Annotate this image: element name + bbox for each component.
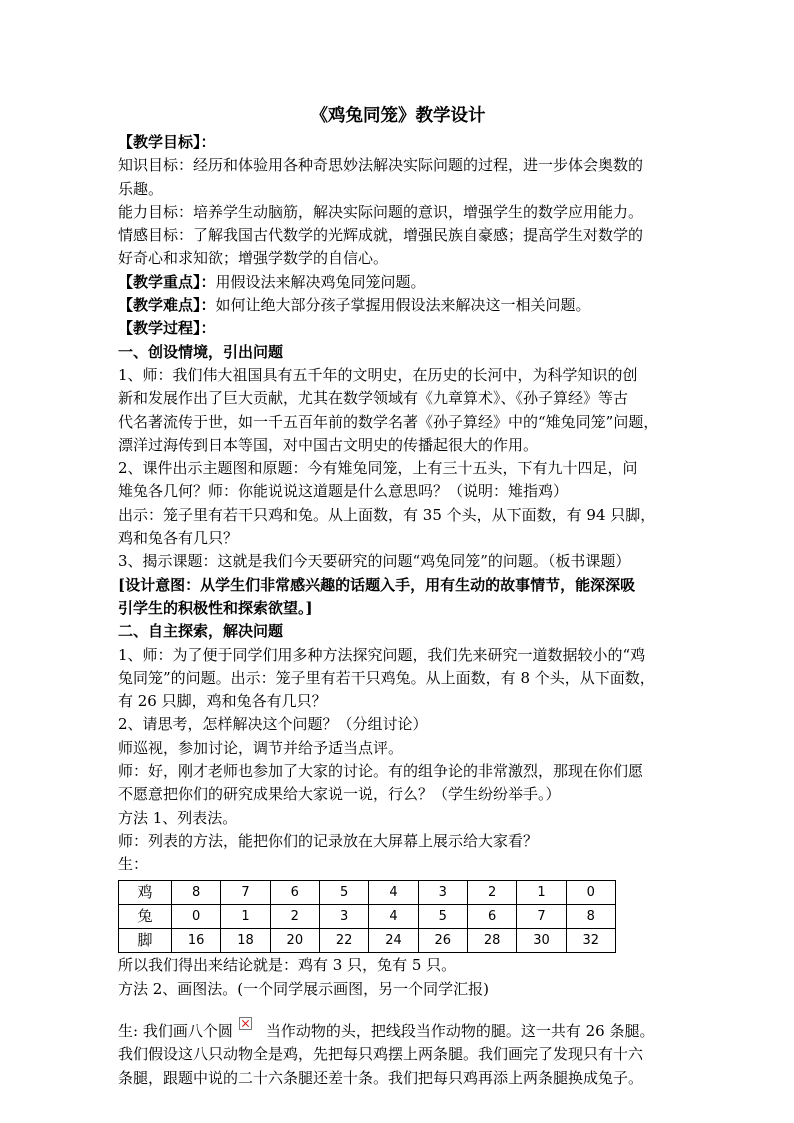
section1-line: 2、课件出示主题图和原题：今有雉兔同笼，上有三十五头，下有九十四足，问	[118, 459, 638, 478]
final-line: 我们假设这八只动物全是鸡，先把每只鸡摆上两条腿。我们画完了发现只有十六	[118, 1045, 644, 1064]
table-cell: 5	[418, 904, 467, 928]
design-intent-line: [设计意图：从学生们非常感兴趣的话题入手，用有生动的故事情节，能深深吸	[118, 575, 636, 594]
difficulty	[118, 294, 678, 317]
section1-line: 1、师：我们伟大祖国具有五千年的文明史，在历史的长河中，为科学知识的创	[118, 365, 638, 384]
emotion-goal-line: 好奇心和求知欲；增强学数学的自信心。	[118, 249, 389, 268]
conclusion-line: 所以我们得出来结论就是：鸡有 3 只，兔有 5 只。	[118, 956, 457, 975]
difficulty-text: 如何让绝大部分孩子掌握用假设法来解决这一相关问题。	[215, 296, 591, 315]
table-cell: 7	[221, 880, 270, 904]
section2-line: 有 26 只脚，鸡和兔各有几只？	[118, 692, 327, 711]
table-cell: 1	[517, 880, 566, 904]
table-cell: 0	[172, 904, 221, 928]
key-point	[118, 271, 678, 294]
section2-line: 不愿意把你们的研究成果给大家说一说，行么？（学生纷纷举手。）	[118, 785, 561, 804]
table-cell: 4	[369, 880, 418, 904]
section1-heading: 一、创设情境，引出问题	[118, 342, 284, 361]
table-cell: 18	[221, 929, 270, 953]
section1-line: 代名著流传于世，如一千五百年前的数学名著《孙子算经》中的“雉兔同笼”问题，	[118, 412, 659, 431]
section1-line: 漂洋过海传到日本等国，对中国古文明史的传播起很大的作用。	[118, 435, 539, 454]
section2-line: 2、请思考，怎样解决这个问题？（分组讨论）	[118, 715, 428, 734]
table-row	[119, 904, 616, 928]
section1-line: 新和发展作出了巨大贡献，尤其在数学领域有《九章算术》、《孙子算经》等古	[118, 389, 629, 408]
table-cell: 8	[566, 904, 615, 928]
table-cell: 4	[369, 904, 418, 928]
document-page	[118, 104, 678, 1090]
table-row	[119, 880, 616, 904]
table-cell: 1	[221, 904, 270, 928]
section2-line: 方法 1、列表法。	[118, 808, 238, 827]
table-cell: 28	[467, 929, 516, 953]
section1-line: 3、揭示课题：这就是我们今天要研究的问题“鸡兔同笼”的问题。（板书课题）	[118, 552, 631, 571]
section2-line: 1、师：为了便于同学们用多种方法探究问题，我们先来研究一道数据较小的“鸡	[118, 645, 646, 664]
table-cell: 2	[270, 904, 319, 928]
row-label-rabbit: 兔	[119, 904, 172, 928]
table-row	[119, 929, 616, 953]
drawing-line-start: 生: 我们画八个圆	[118, 1021, 233, 1040]
section1-line: 鸡和兔各有几只？	[118, 529, 239, 548]
document-title: 《鸡兔同笼》教学设计	[310, 106, 486, 126]
table-cell: 22	[319, 929, 368, 953]
emotion-goal-line: 情感目标：了解我国古代数学的光辉成就，增强民族自豪感；提高学生对数学的	[118, 226, 644, 245]
table-cell: 32	[566, 929, 615, 953]
section2-line: 师：好，刚才老师也参加了大家的讨论。有的组争论的非常激烈，那现在你们愿	[118, 762, 644, 781]
goals-heading: 【教学目标】：	[118, 133, 216, 151]
ability-goal: 能力目标：培养学生动脑筋，解决实际问题的意识，增强学生的数学应用能力。	[118, 202, 644, 221]
table-cell: 30	[517, 929, 566, 953]
section2-line: 师巡视，参加讨论，调节并给予适当点评。	[118, 738, 404, 757]
drawing-line-end: 当作动物的头，把线段当作动物的腿。这一共有 26 条腿。	[265, 1021, 655, 1040]
drawing-line	[118, 1017, 678, 1043]
process-heading: 【教学过程】：	[118, 319, 216, 338]
broken-image-icon	[239, 1017, 252, 1030]
section2-line: 师：列表的方法，能把你们的记录放在大屏幕上展示给大家看？	[118, 831, 539, 850]
table-cell: 6	[467, 904, 516, 928]
knowledge-goal-line: 乐趣。	[118, 179, 164, 198]
section2-heading: 二、自主探索，解决问题	[118, 622, 284, 641]
table-cell: 7	[517, 904, 566, 928]
table-cell: 8	[172, 880, 221, 904]
knowledge-goal-line: 知识目标：经历和体验用各种奇思妙法解决实际问题的过程，进一步体会奥数的	[118, 156, 644, 175]
final-line: 条腿，跟题中说的二十六条腿还差十条。我们把每只鸡再添上两条腿换成兔子。	[118, 1068, 644, 1087]
table-cell: 26	[418, 929, 467, 953]
table-cell: 3	[319, 904, 368, 928]
section2-line: 兔同笼”的问题。出示：笼子里有若干只鸡兔。从上面数，有 8 个头，从下面数，	[118, 668, 655, 687]
design-intent-line: 引学生的积极性和探索欲望。]	[118, 598, 313, 617]
row-label-chicken: 鸡	[119, 880, 172, 904]
section1-line: 出示：笼子里有若干只鸡和兔。从上面数，有 35 个头，从下面数，有 94 只脚，	[118, 505, 656, 524]
method2-line: 方法 2、画图法。(一个同学展示画图，另一个同学汇报)	[118, 979, 490, 998]
table-cell: 2	[467, 880, 516, 904]
chicken-rabbit-table	[118, 880, 616, 954]
table-cell: 6	[270, 880, 319, 904]
table-cell: 3	[418, 880, 467, 904]
key-point-text: 用假设法来解决鸡兔同笼问题。	[215, 272, 426, 291]
key-point-label: 【教学重点】：	[118, 272, 216, 291]
section1-line: 雉兔各几何？师：你能说说这道题是什么意思吗？（说明：雉指鸡）	[118, 482, 569, 501]
table-cell: 16	[172, 929, 221, 953]
table-cell: 0	[566, 880, 615, 904]
section2-line: 生：	[118, 855, 149, 874]
row-label-feet: 脚	[119, 929, 172, 953]
difficulty-label: 【教学难点】：	[118, 296, 216, 315]
table-cell: 24	[369, 929, 418, 953]
table-cell: 5	[319, 880, 368, 904]
table-cell: 20	[270, 929, 319, 953]
